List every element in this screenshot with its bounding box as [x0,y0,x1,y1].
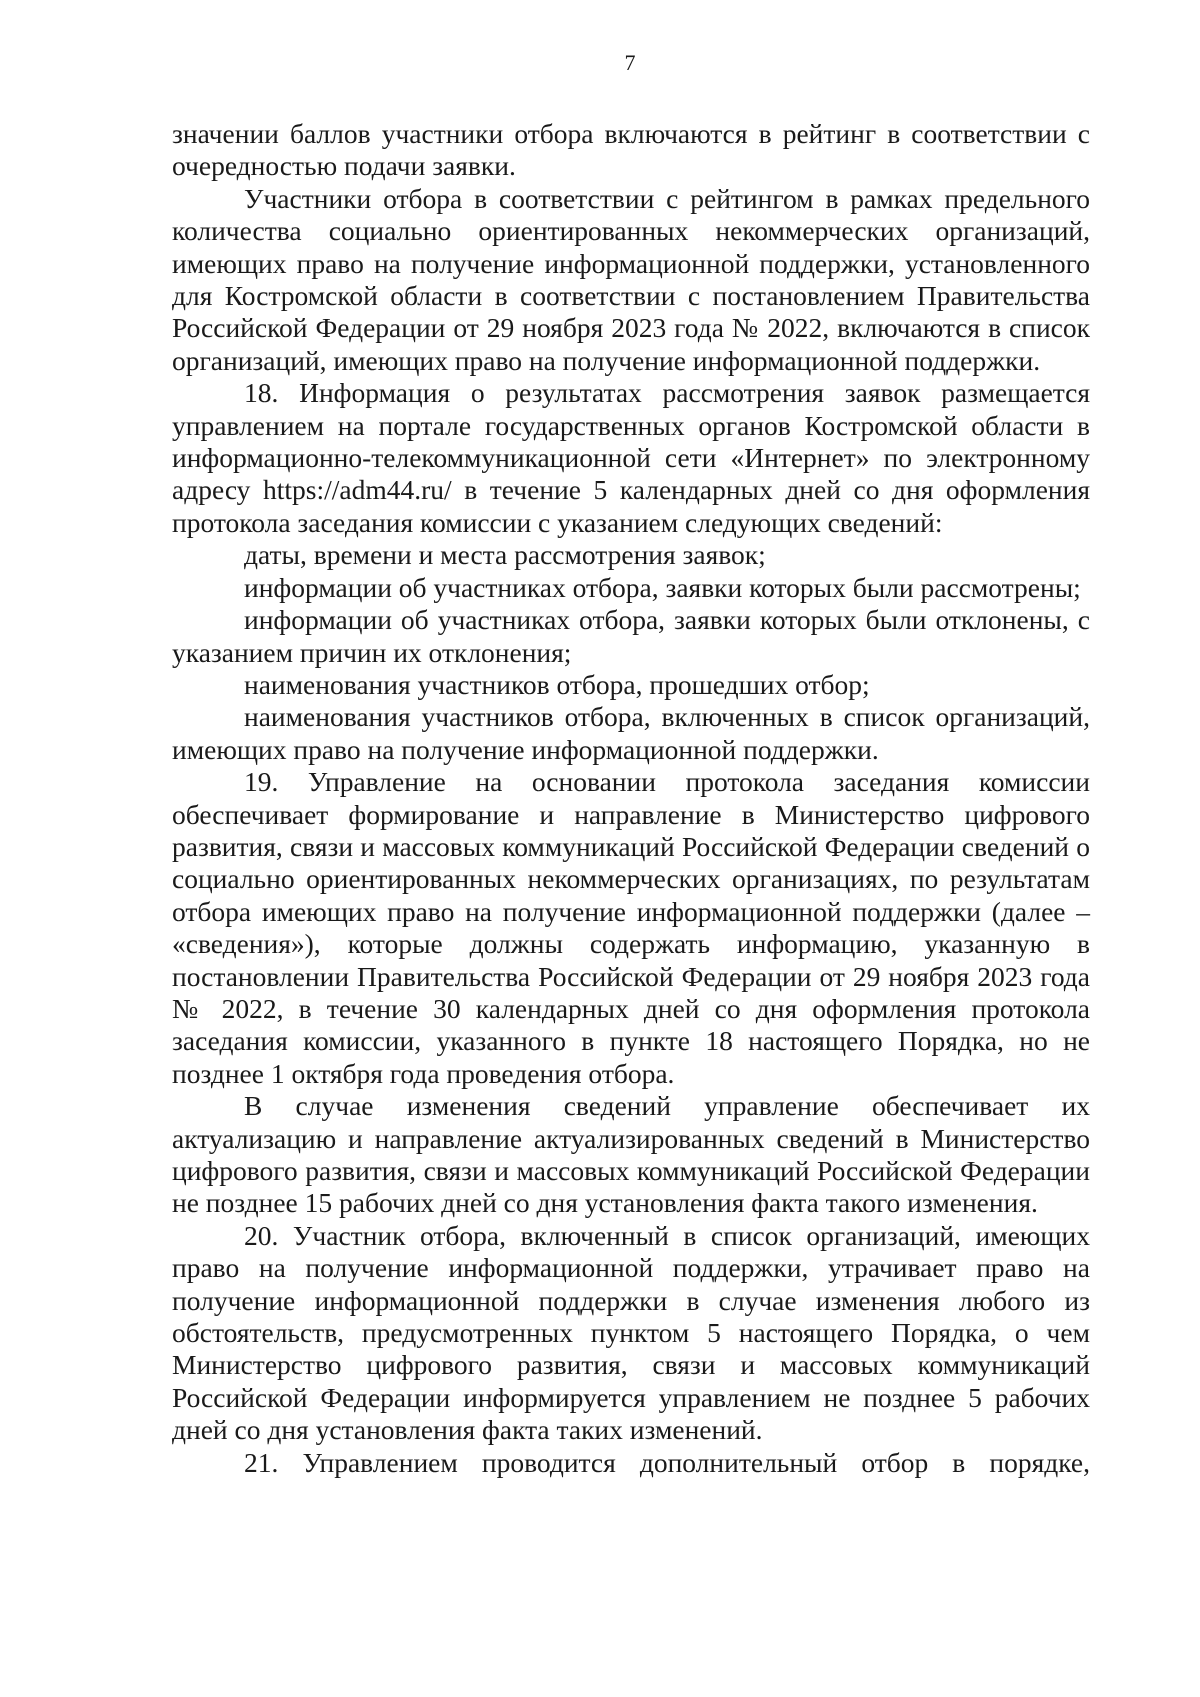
paragraph-item-18: 18. Информация о результатах рассмотрения заявок размещается управлением на портале государственных органов Костромской области в информационно-телекоммуникационной сети «Интернет» по электронному адресу https://adm44.ru/ в течение 5 календарных дней со дня оформления протокола заседания комиссии с указанием следующих сведений: [172,377,1090,538]
list-item-rejected: информации об участниках отбора, заявки которых были отклонены, с указанием причин их отклонения; [172,604,1090,668]
list-item-passed: наименования участников отбора, прошедших отбор; [244,668,870,700]
list-item-reviewed: информации об участниках отбора, заявки которых были рассмотрены; [244,571,1081,603]
list-item-dates: даты, времени и места рассмотрения заявок; [244,539,766,571]
paragraph-continuation: значении баллов участники отбора включаются в рейтинг в соответствии с очередностью подачи заявки. [172,118,1090,182]
paragraph-rating: Участники отбора в соответствии с рейтингом в рамках предельного количества социально ориентированных некоммерческих организаций, имеющих право на получение информационной поддержки, установленного для Костромской области в соответствии с постановлением Правительства Российской Федерации от 29 ноября 2023 года № 2022, включаются в список организаций, имеющих право на получение информационной поддержки. [172,182,1090,376]
paragraph-item-20: 20. Участник отбора, включенный в список организаций, имеющих право на получение информационной поддержки, утрачивает право на получение информационной поддержки в случае изменения любого из обстоятельств, предусмотренных пунктом 5 настоящего Порядка, о чем Министерство цифрового развития, связи и массовых коммуникаций Российской Федерации информируется управлением не позднее 5 рабочих дней со дня установления факта таких изменений. [172,1219,1090,1446]
paragraph-item-19: 19. Управление на основании протокола заседания комиссии обеспечивает формирование и направление в Министерство цифрового развития, связи и массовых коммуникаций Российской Федерации сведений о социально ориентированных некоммерческих организациях, по результатам отбора имеющих право на получение информационной поддержки (далее – «сведения»), которые должны содержать информацию, указанную в постановлении Правительства Российской Федерации от 29 ноября 2023 года № 2022, в течение 30 календарных дней со дня оформления протокола заседания комиссии, указанного в пункте 18 настоящего Порядка, но не позднее 1 октября года проведения отбора. [172,766,1090,1089]
document-body [172,118,1090,1479]
paragraph-changes: В случае изменения сведений управление обеспечивает их актуализацию и направление актуализированных сведений в Министерство цифрового развития, связи и массовых коммуникаций Российской Федерации не позднее 15 рабочих дней со дня установления факта такого изменения. [172,1090,1090,1219]
page-number: 7 [624,50,636,75]
paragraph-item-21: 21. Управлением проводится дополнительный отбор в порядке, [244,1446,1090,1478]
list-item-included: наименования участников отбора, включенных в список организаций, имеющих право на получение информационной поддержки. [172,701,1090,765]
